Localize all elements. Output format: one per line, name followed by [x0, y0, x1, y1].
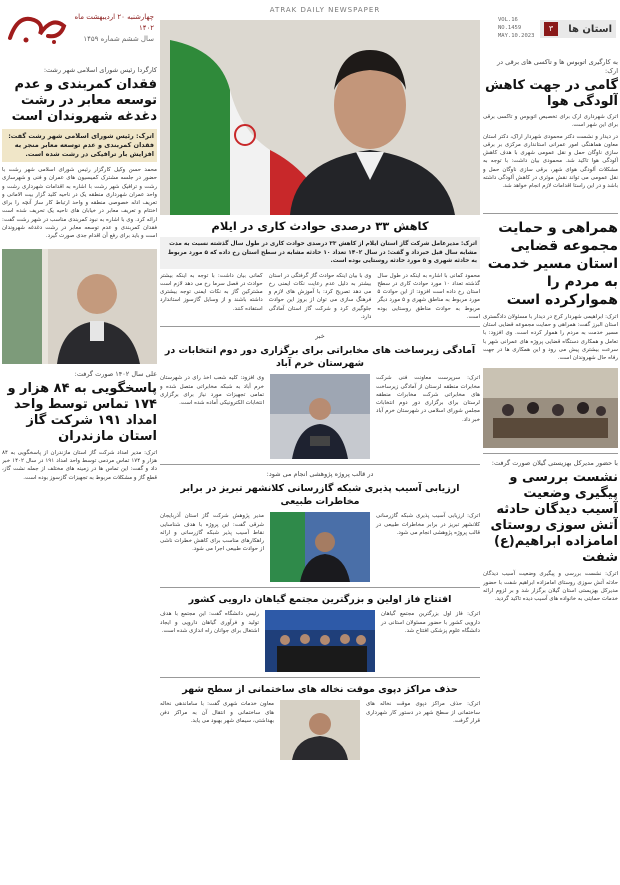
main-lead: اترک: مدیرعامل شرکت گاز استان ایلام از کاهش ۳۳ درصدی حوادث کاری در طول سال گذشته نسبت به مدت مشابه سال قبل خبرداد و گفت: در سال ۱۴۰۲ تعداد ۱۰ حادثه مشابه در سطح استان رخ داده که ۵ مورد مربوط به حادثه شهری و ۵ مورد حادثه روستایی بوده است. [160, 237, 480, 269]
article-kicker: علی سال ۱۴۰۲ صورت گرفت: [74, 369, 157, 378]
article-body: مدیر پژوهش شرکت گاز استان آذربایجان شرقی گفت: این پروژه با هدف شناسایی نقاط آسیب پذیر شبکه گازرسانی و ارائه راهکارهای مناسب برای کاهش خطرات ناشی از حوادث طبیعی اجرا می شود. [160, 513, 264, 553]
article-body: محمود کمانی با اشاره به اینکه در طول سال گذشته تعداد ۱۰ مورد حوادث کاری در سطح استان رخ داده است افزود: از این حوادث ۵ مورد مربوط به مناطق شهری و ۵ مورد دیگر مربوط به حوادث مناطق روستایی بوده است. [377, 272, 480, 320]
volume-info [498, 16, 538, 40]
meeting-photo [483, 368, 618, 448]
article-electric-buses [483, 58, 618, 191]
newspaper-logo [4, 8, 72, 48]
article-headline: گامی در جهت کاهش آلودگی هوا [485, 78, 618, 109]
article-fire-victims [483, 459, 618, 603]
official-speaking-photo [270, 512, 370, 582]
article-headline: پاسخگویی به ۸۴ هزار و ۱۷۴ تماس توسط واحد امداد ۱۹۱ شرکت گاز استان مازندران [7, 380, 157, 444]
left-column [2, 56, 157, 882]
main-body-columns [160, 272, 480, 322]
middle-column [160, 20, 480, 882]
article-kicker: در قالب پروژه پژوهشی انجام می شود: [266, 470, 374, 479]
article-body: اترک: حذف مراکز دپوی موقت نخاله های ساختمانی از سطح شهر در دستور کار شهرداری قرار گرفت. [366, 701, 480, 724]
right-column [483, 44, 618, 882]
main-headline: کاهش ۳۳ درصدی حوادث کاری در ایلام [211, 219, 429, 233]
article-kicker: به کارگیری اتوبوس ها و تاکسی های برقی در ارک: [497, 58, 618, 75]
article-headline: نشست بررسی و پیگیری وضعیت آسیب دیدگان حادثه آتش سوزی روستای امامزاده ابراهیم(ع) شفت [490, 470, 618, 566]
volume-date: MAY.10.2023 [498, 33, 535, 39]
article-rasht-council [2, 66, 157, 241]
article-headline: همراهی و حمایت مجموعه قضایی استان مسیر خدمت به مردم را هموارکرده است [487, 219, 618, 308]
article-body: وی با بیان اینکه حوادث گاز گرفتگی در استان بیشتر به دلیل عدم رعایت نکات ایمنی رخ می دهد تصریح کرد: با آموزش های لازم و فرهنگ سازی می توان از بروز این حوادث جلوگیری کرد و شرکت گاز استان آمادگی دارد. [268, 272, 372, 320]
article-kicker: خبر [315, 332, 325, 341]
issue-number: سال ششم شماره ۱۴۵۹ [83, 35, 154, 43]
article-headline: ارزیابی آسیب پذیری شبکه گازرسانی کلانشهر تبریز در برابر مخاطرات طبیعی [180, 483, 460, 508]
article-tabriz-gas [160, 470, 480, 582]
article-kicker: کارگردا رئیس شورای اسلامی شهر رشت: [43, 66, 157, 74]
article-body: وی افزود: کلیه شعب اخذ رای در شهرستان خرم آباد به شبکه مخابراتی متصل شده و تمامی تجهیزات مورد نیاز برای برگزاری انتخابات الکترونیکی آماده شده است. [160, 375, 264, 407]
ceremony-photo [265, 610, 375, 672]
main-story-photo [160, 20, 480, 215]
article-body: محمد حسن وکیل کارگزار رئیس شورای اسلامی شهر رشت با حضور در جلسه مشترک کمیسیون های عمران و فنی و شهرسازی رشت و ترافیک شهر رشت با اشاره به اقدامات شهرداری رشت و واحد عمران شهرداری منطقه یک در ناحیه کلید گزار بیت الامانی و تعریف ادله خصوصی منطقه و واحد ارتباط کار ساز آنچه را برای اختتام و تعریف معابر در خیابان های ناحیه یک تحریف شده است ارائه کرد. وی با اشاره به نبود کمربندی مناسب در شهر رشت گفت: فقدان کمربندی و عدم توسعه معابر در رشت دغدغه شهروندان است و باید برای رفع آن اقدام جدی صورت گیرد. [2, 167, 157, 240]
article-body: در دیدار و نشست دکتر محمودی شهردار اراک، دکتر استان معاون هماهنگی امور عمرانی استانداری مرکزی بر برقی سازی ناوگان حمل و نقل عمومی شهری با هدف کاهش آلودگی هوا تاکید شد. محمودی بیان داشت: با توجه به مشکلات آلودگی هوای شهر، برقی سازی ناوگان حمل و نقل عمومی می تواند نقش موثری در کاهش آلودگی داشته باشد و در این راستا اقدامات لازم انجام خواهد شد. [483, 133, 618, 190]
divider [483, 213, 618, 214]
issue-info [74, 12, 154, 45]
article-body: اترک: سرپرست معاونت فنی شرکت مخابرات منطقه لرستان از آمادگی زیرساخت های مخابراتی شرکت مخابرات منطقه لرستان برای برگزاری دور دوم انتخابات مجلس شورای اسلامی در شهرستان خرم آباد خبر داد. [376, 375, 480, 423]
article-body: اترک: ابراهیمی شهردار کرج در دیدار با مسئولان دادگستری استان البرز گفت: همراهی و حمایت مجموعه قضایی استان مسیر خدمت به مردم را هموار کرده است. وی افزود: با تعامل و همکاری دستگاه قضایی پروژه های عمرانی شهر با سرعت بیشتری پیش می رود و این همکاری ها در جهت رفاه حال شهروندان است. [483, 313, 618, 362]
speaker-photo [270, 374, 370, 459]
article-lead: اترک: رئیس شورای اسلامی شهر رشت گفت: فقدان کمربندی و عدم توسعه معابر منجر به افزایش بار ترافیکی در رشت شده است. [2, 129, 157, 162]
divider [483, 453, 618, 454]
article-gas-emergency [2, 370, 157, 482]
article-body: کمانی بیان داشت: با توجه به اینکه بیشتر حوادث در فصل سرما رخ می دهد لازم است مشترکین گاز به نکات ایمنی توجه بیشتری داشته باشند و از وسایل گازسوز استاندارد استفاده کنند. [160, 272, 263, 312]
divider [160, 677, 480, 678]
divider [160, 464, 480, 465]
article-row [160, 610, 480, 672]
article-telecom-elections [160, 332, 480, 459]
article-kicker: با حضور مدیرکل بهزیستی گیلان صورت گرفت: [491, 459, 618, 468]
article-body: اترک: مدیر امداد شرکت گاز استان مازندران از پاسخگویی به ۸۴ هزار و ۱۷۴ تماس مردمی توسط واحد امداد ۱۹۱ در سال ۱۴۰۲ خبر داد و گفت: این تماس ها در زمینه های مختلف از جمله نشت گاز، قطع گاز و مشکلات مربوط به تجهیزات گازسوز بوده است. [2, 449, 157, 481]
article-herbal-complex [160, 593, 480, 672]
article-row [160, 374, 480, 459]
section-name: استان ها [568, 23, 612, 35]
volume-number: VOL.16 NO.1459 [498, 17, 522, 31]
article-body: اترک: نشست بررسی و پیگیری وضعیت آسیب دیدگان حادثه آتش سوزی روستای امامزاده ابراهیم شفت با حضور مدیرکل بهزیستی استان گیلان برگزار شد و بر لزوم ارائه خدمات حمایتی به خانواده های آسیب دیده تاکید گردید. [483, 571, 618, 603]
official-portrait-photo [2, 249, 157, 364]
divider [160, 587, 480, 588]
article-body: اترک: فاز اول بزرگترین مجتمع گیاهان دارویی کشور با حضور مسئولان استانی در دانشگاه علوم پزشکی افتتاح شد. [381, 611, 480, 634]
article-headline: فقدان کمربندی و عدم توسعه معابر در رشت دغدغه شهروندان است [11, 77, 157, 124]
page-number: ۳ [544, 22, 558, 36]
divider [160, 326, 480, 327]
issue-date: چهارشنبه ۲۰ اردیبهشت ماه ۱۴۰۲ [74, 13, 154, 32]
article-headline: آمادگی زیرساخت های مخابراتی برای برگزاری دور دوم انتخابات در شهرستان خرم آباد [164, 345, 476, 370]
article-body: معاون خدمات شهری گفت: با ساماندهی نخاله های ساختمانی و انتقال آن به مراکز دفن بهداشتی، سیمای شهر بهبود می یابد. [160, 701, 274, 724]
article-body: اترک: ارزیابی آسیب پذیری شبکه گازرسانی کلانشهر تبریز در برابر مخاطرات طبیعی در قالب پروژه پژوهشی انجام می شود. [376, 513, 480, 536]
paper-name: ATRAK DAILY NEWSPAPER [269, 6, 381, 14]
article-judiciary-support [483, 219, 618, 449]
article-headline: حذف مراکز دپوی موقت نخاله های ساختمانی از سطح شهر [182, 684, 458, 696]
official-photo [280, 700, 360, 760]
section-tab [540, 20, 616, 38]
article-body: رئیس دانشگاه گفت: این مجتمع با هدف تولید و فرآوری گیاهان دارویی و ایجاد اشتغال برای جوانان راه اندازی شده است. [160, 611, 259, 634]
article-byline: اترک شهرداری ارک برای تخصیص اتوبوس و تاکسی برقی برای این شهر است. [483, 114, 618, 129]
article-headline: افتتاح فاز اولین و بزرگترین مجتمع گیاهان دارویی کشور [188, 594, 452, 606]
article-row [160, 700, 480, 760]
article-row [160, 512, 480, 582]
article-construction-waste [160, 683, 480, 760]
